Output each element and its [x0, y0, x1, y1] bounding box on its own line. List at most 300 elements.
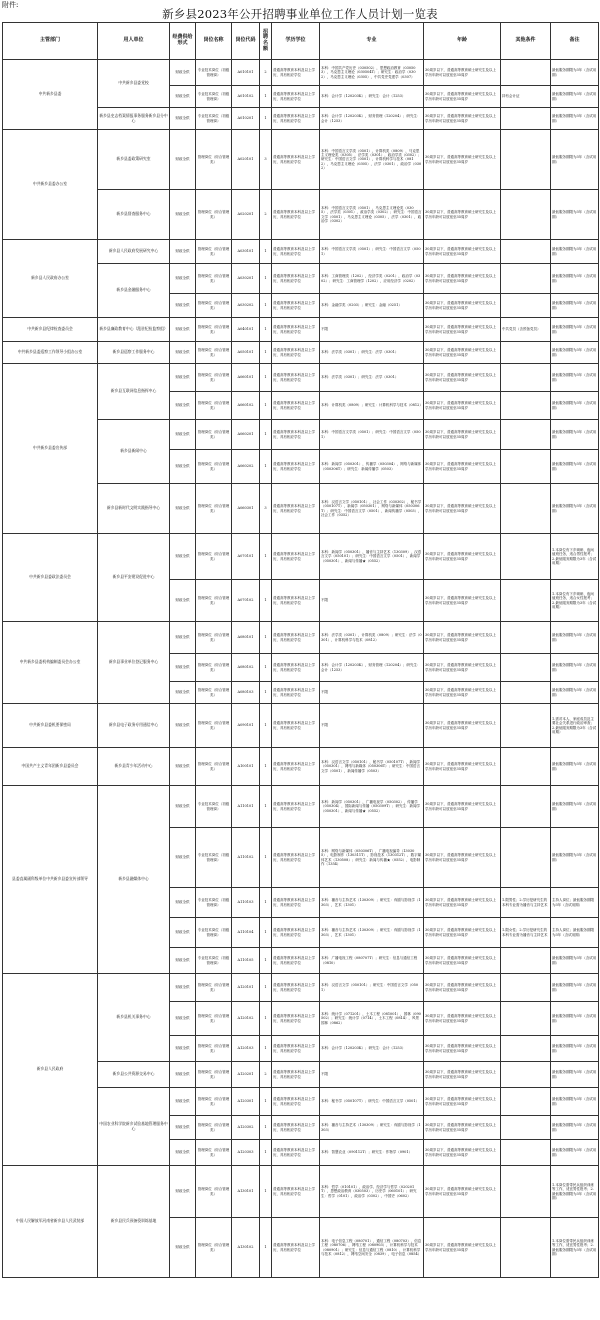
remarks-cell: 最低服务期限为3年（含试用期）: [551, 1088, 599, 1116]
major-cell: 本科：新闻学（050301），播音与主持艺术（130309），汉语言文学（050101）；研究生：中国语言文学（0501），新闻学（050301），新闻与传播★（0552）: [320, 534, 424, 580]
table-row: [3, 318, 599, 342]
funding-cell: 财政全供: [170, 392, 196, 420]
position-code-cell: A080101: [232, 622, 260, 654]
funding-cell: 财政全供: [170, 60, 196, 86]
age-cell: 30周岁以下，普通高等教育硕士研究生及以上学历年龄可以放宽至35周岁: [424, 654, 501, 682]
position-name-cell: 管理岗位（综合管理类）: [196, 1116, 232, 1140]
education-cell: 普通高等教育本科及以上学历，具有相应学位: [272, 264, 320, 294]
position-name-cell: 管理岗位（综合管理类）: [196, 450, 232, 484]
position-name-cell: 管理岗位（综合管理类）: [196, 1036, 232, 1062]
employer-cell: 新乡县廉政教育中心（派驻纪检监察组）: [98, 318, 170, 342]
table-row: [3, 974, 599, 1002]
major-cell: 不限: [320, 580, 424, 622]
position-name-cell: 管理岗位（综合管理类）: [196, 534, 232, 580]
department-cell: 中共新乡县委机构编制委员会办公室: [3, 622, 98, 704]
education-cell: 普通高等教育本科及以上学历，具有相应学位: [272, 948, 320, 974]
remarks-cell: 最低服务期限为3年（含试用期）: [551, 190, 599, 240]
funding-cell: 财政全供: [170, 484, 196, 534]
other-conditions-cell: [501, 948, 551, 974]
department-cell: 中共新乡县委政法委员会: [3, 534, 98, 622]
quota-cell: 2: [260, 60, 272, 86]
major-cell: 本科：中国语言文学类（0501）；研究生：中国语言文学（0501）: [320, 420, 424, 450]
remarks-cell: 最低服务期限为3年（含试用期）: [551, 420, 599, 450]
other-conditions-cell: 中共党员（含预备党员）: [501, 318, 551, 342]
position-code-cell: A100101: [232, 748, 260, 786]
remarks-cell: 最低服务期限为3年（含试用期）: [551, 622, 599, 654]
major-cell: 本科：法学类（0301）；研究生：法学（0301）: [320, 342, 424, 364]
remarks-cell: 最低服务期限为3年（含试用期）: [551, 786, 599, 828]
other-conditions-cell: [501, 294, 551, 318]
table-row: [3, 60, 599, 86]
quota-cell: 1: [260, 294, 272, 318]
age-cell: 30周岁以下，普通高等教育硕士研究生及以上学历年龄可以放宽至35周岁: [424, 240, 501, 264]
age-cell: 30周岁以下，普通高等教育硕士研究生及以上学历年龄可以放宽至35周岁: [424, 450, 501, 484]
quota-cell: 1: [260, 240, 272, 264]
remarks-cell: 最低服务期限为3年（含试用期）: [551, 392, 599, 420]
table-row: [3, 364, 599, 392]
header-quota: 招聘名额: [260, 23, 272, 60]
education-cell: 普通高等教育本科及以上学历，具有相应学位: [272, 86, 320, 108]
position-code-cell: A010102: [232, 86, 260, 108]
remarks-cell: 最低服务期限为3年（含试用期）: [551, 86, 599, 108]
education-cell: 普通高等教育本科及以上学历，具有相应学位: [272, 240, 320, 264]
major-cell: 本科：会计学（120203K）；研究生：会计（1253）: [320, 1036, 424, 1062]
header-position-code: 岗位代码: [232, 23, 260, 60]
position-code-cell: A110105: [232, 948, 260, 974]
education-cell: 普通高等教育本科及以上学历，具有相应学位: [272, 682, 320, 704]
position-code-cell: A110104: [232, 918, 260, 948]
funding-cell: 财政全供: [170, 1062, 196, 1088]
position-code-cell: A060201: [232, 420, 260, 450]
major-cell: 本科：会计学（120203K）；研究生：会计（1253）: [320, 86, 424, 108]
position-name-cell: 管理岗位（综合管理类）: [196, 622, 232, 654]
age-cell: 30周岁以下，普通高等教育硕士研究生及以上学历年龄可以放宽至35周岁: [424, 294, 501, 318]
education-cell: 普通高等教育本科及以上学历，具有相应学位: [272, 1140, 320, 1166]
department-cell: 新乡县人民政府: [3, 974, 98, 1166]
table-row: [3, 240, 599, 264]
position-code-cell: A120101: [232, 974, 260, 1002]
age-cell: 30周岁以下，普通高等教育硕士研究生及以上学历年龄可以放宽至35周岁: [424, 704, 501, 748]
other-conditions-cell: [501, 342, 551, 364]
funding-cell: 财政全供: [170, 682, 196, 704]
remarks-cell: 最低服务期限为3年（含试用期）: [551, 948, 599, 974]
major-cell: 本科：秘书学（050107T）；研究生：中国语言文学（0501）: [320, 1088, 424, 1116]
quota-cell: 1: [260, 108, 272, 130]
table-row: [3, 786, 599, 828]
major-cell: 本科：新闻学（050301），传播学（050304），网络与新媒体（050306T）；研究生：新闻传播学（0503）: [320, 450, 424, 484]
major-cell: 本科：法学类（0301），计算机类（0809）；研究生：法学（0301），计算机科学与技术（0812）: [320, 622, 424, 654]
funding-cell: 财政全供: [170, 294, 196, 318]
education-cell: 普通高等教育本科及以上学历，具有相应学位: [272, 580, 320, 622]
employer-cell: 新乡县督查服务中心: [98, 190, 170, 240]
other-conditions-cell: [501, 704, 551, 748]
other-conditions-cell: [501, 786, 551, 828]
other-conditions-cell: 1.限男性；2.学历是研究生的本科专业需为播音与主持艺术: [501, 888, 551, 918]
other-conditions-cell: [501, 484, 551, 534]
remarks-cell: 最低服务期限为3年（含试用期）: [551, 108, 599, 130]
quota-cell: 1: [260, 1116, 272, 1140]
quota-cell: 1: [260, 420, 272, 450]
quota-cell: 1: [260, 318, 272, 342]
quota-cell: 1: [260, 1166, 272, 1218]
department-cell: 中国共产主义青年团新乡县委员会: [3, 748, 98, 786]
education-cell: 普通高等教育本科及以上学历，具有相应学位: [272, 786, 320, 828]
employer-cell: 新乡县机关事务中心: [98, 974, 170, 1062]
major-cell: 不限: [320, 318, 424, 342]
education-cell: 普通高等教育本科及以上学历，具有相应学位: [272, 622, 320, 654]
page-title: 新乡县2023年公开招聘事业单位工作人员计划一览表: [162, 7, 438, 21]
position-name-cell: 管理岗位（综合管理类）: [196, 654, 232, 682]
major-cell: 本科：新闻学（050301），广播电视学（050302），传播学（050304），国际新闻与传播（050309T）；研究生：新闻学（050301），新闻与传播★（0552）: [320, 786, 424, 828]
employer-cell: 新乡县史志档案情报事务服务新乡县分中心: [98, 108, 170, 130]
age-cell: 30周岁以下，普通高等教育硕士研究生及以上学历年龄可以放宽至35周岁: [424, 622, 501, 654]
major-cell: 本科：汉语言文学（050101）；研究生：中国语言文学（0501）: [320, 974, 424, 1002]
education-cell: 普通高等教育本科及以上学历，具有相应学位: [272, 60, 320, 86]
funding-cell: 财政全供: [170, 704, 196, 748]
other-conditions-cell: [501, 1140, 551, 1166]
education-cell: 普通高等教育本科及以上学历，具有相应学位: [272, 108, 320, 130]
remarks-cell: 最低服务期限为3年（含试用期）: [551, 60, 599, 86]
position-code-cell: A080102: [232, 654, 260, 682]
education-cell: 普通高等教育本科及以上学历，具有相应学位: [272, 318, 320, 342]
other-conditions-cell: [501, 450, 551, 484]
education-cell: 普通高等教育本科及以上学历，具有相应学位: [272, 704, 320, 748]
position-code-cell: A110102: [232, 828, 260, 888]
education-cell: 普通高等教育本科及以上学历，具有相应学位: [272, 420, 320, 450]
quota-cell: 1: [260, 392, 272, 420]
position-name-cell: 专业技术岗位（初级管理岗）: [196, 108, 232, 130]
other-conditions-cell: [501, 1088, 551, 1116]
table-row: [3, 748, 599, 786]
quota-cell: 1: [260, 534, 272, 580]
age-cell: 30周岁以下，普通高等教育硕士研究生及以上学历年龄可以放宽至35周岁: [424, 948, 501, 974]
remarks-cell: 1.本岗位需带民兵组织训练等工作，适宜男性报考；2.最低服务期限为3年（含试用期）: [551, 1218, 599, 1278]
header-remarks: 备注: [551, 23, 599, 60]
header-employer: 用人单位: [98, 23, 170, 60]
funding-cell: 财政全供: [170, 828, 196, 888]
education-cell: 普通高等教育本科及以上学历，具有相应学位: [272, 828, 320, 888]
other-conditions-cell: [501, 974, 551, 1002]
quota-cell: 1: [260, 1036, 272, 1062]
position-code-cell: A120102: [232, 1002, 260, 1036]
major-cell: 本科：网络与新媒体（050306T），广播电视编导（130305），电影制作（130311T），影视技术（130312T），数字媒体艺术（130508）；研究生：新闻与传播★（0552），电影制作（1354）: [320, 828, 424, 888]
position-code-cell: A120302: [232, 1116, 260, 1140]
education-cell: 普通高等教育本科及以上学历，具有相应学位: [272, 450, 320, 484]
department-cell: 中共新乡县委: [3, 60, 98, 130]
quota-cell: 1: [260, 264, 272, 294]
position-code-cell: A010101: [232, 60, 260, 86]
major-cell: 本科：汉语言文学（050101），社会工作（030302），秘书学（050107T），新闻学（050301），网络与新媒体（050306T）；研究生：中国语言文学（0501），新闻传播学（0503），社会工作（0352）: [320, 484, 424, 534]
major-cell: 本科：汉语言文学（050101），秘书学（050107T），新闻学（050301），网络与新媒体（050306T）；研究生：中国语言文学（0501），新闻传播学（0503）: [320, 748, 424, 786]
funding-cell: 财政全供: [170, 1218, 196, 1278]
quota-cell: 1: [260, 828, 272, 888]
education-cell: 普通高等教育本科及以上学历，具有相应学位: [272, 364, 320, 392]
position-name-cell: 专业技术岗位（初级管理岗）: [196, 948, 232, 974]
funding-cell: 财政全供: [170, 974, 196, 1002]
table-row: [3, 622, 599, 654]
funding-cell: 财政全供: [170, 264, 196, 294]
age-cell: 30周岁以下，普通高等教育硕士研究生及以上学历年龄可以放宽至35周岁: [424, 318, 501, 342]
employer-cell: 新乡县人民政府发展研究中心: [98, 240, 170, 264]
employer-cell: 新乡县委政策研究室: [98, 130, 170, 190]
funding-cell: 财政全供: [170, 190, 196, 240]
position-name-cell: 管理岗位（综合管理类）: [196, 974, 232, 1002]
funding-cell: 财政全供: [170, 786, 196, 828]
age-cell: 30周岁以下，普通高等教育硕士研究生及以上学历年龄可以放宽至35周岁: [424, 130, 501, 190]
funding-cell: 财政全供: [170, 748, 196, 786]
major-cell: 本科：统计学（071201），土木工程（081001），园林（090502）；研究生：统计学（0714），土木工程（0814），风景园林（0862）: [320, 1002, 424, 1036]
position-name-cell: 管理岗位（综合管理类）: [196, 294, 232, 318]
education-cell: 普通高等教育本科及以上学历，具有相应学位: [272, 748, 320, 786]
other-conditions-cell: [501, 1166, 551, 1218]
remarks-cell: 最低服务期限为3年（含试用期）: [551, 682, 599, 704]
major-cell: 本科：会计学（120203K），财务管理（120204）；研究生：会计（1253）: [320, 108, 424, 130]
age-cell: 30周岁以下，普通高等教育硕士研究生及以上学历年龄可以放宽至35周岁: [424, 1140, 501, 1166]
remarks-cell: 最低服务期限为3年（含试用期）: [551, 130, 599, 190]
funding-cell: 财政全供: [170, 1116, 196, 1140]
position-name-cell: 管理岗位（综合管理类）: [196, 484, 232, 534]
funding-cell: 财政全供: [170, 240, 196, 264]
funding-cell: 财政全供: [170, 342, 196, 364]
major-cell: 不限: [320, 704, 424, 748]
education-cell: 普通高等教育本科及以上学历，具有相应学位: [272, 342, 320, 364]
employer-cell: 新乡县公共资源交易中心: [98, 1062, 170, 1088]
remarks-cell: 最低服务期限为3年（含试用期）: [551, 974, 599, 1002]
age-cell: 30周岁以下，普通高等教育硕士研究生及以上学历年龄可以放宽至35周岁: [424, 108, 501, 130]
other-conditions-cell: [501, 190, 551, 240]
age-cell: 30周岁以下，普通高等教育硕士研究生及以上学历年龄可以放宽至35周岁: [424, 1062, 501, 1088]
position-code-cell: A090101: [232, 704, 260, 748]
education-cell: 普通高等教育本科及以上学历，具有相应学位: [272, 1166, 320, 1218]
other-conditions-cell: [501, 580, 551, 622]
remarks-cell: 最低服务期限为3年（含试用期）: [551, 240, 599, 264]
position-code-cell: A080103: [232, 682, 260, 704]
funding-cell: 财政全供: [170, 948, 196, 974]
other-conditions-cell: [501, 654, 551, 682]
remarks-cell: 1.需对本人、家庭成员及主要社会关系进行政治审查；2.最低服务期限为3年（含试用期）: [551, 704, 599, 748]
remarks-cell: 最低服务期限为3年（含试用期）: [551, 748, 599, 786]
age-cell: 30周岁以下，普通高等教育硕士研究生及以上学历年龄可以放宽至35周岁: [424, 264, 501, 294]
quota-cell: 2: [260, 1062, 272, 1088]
position-name-cell: 管理岗位（综合管理类）: [196, 682, 232, 704]
major-cell: 本科：中国语言文学类（0501），计算机类（0809），马克思主义理论类（0305），法学类（0301），政治学类（0302）；研究生：中国语言文学（0501），计算机科学与技术（0812），马克思主义理论（0305），法学（0301），政治学（0302）: [320, 130, 424, 190]
funding-cell: 财政全供: [170, 1140, 196, 1166]
remarks-cell: 主持人岗位；最低服务期限为3年（含试用期）: [551, 888, 599, 918]
education-cell: 普通高等教育本科及以上学历，具有相应学位: [272, 888, 320, 918]
remarks-cell: 最低服务期限为3年（含试用期）: [551, 318, 599, 342]
remarks-cell: 最低服务期限为3年（含试用期）: [551, 1002, 599, 1036]
employer-cell: 新乡县平安建设促进中心: [98, 534, 170, 622]
funding-cell: 财政全供: [170, 580, 196, 622]
position-name-cell: 管理岗位（综合管理类）: [196, 392, 232, 420]
age-cell: 30周岁以下，普通高等教育硕士研究生及以上学历年龄可以放宽至35周岁: [424, 888, 501, 918]
education-cell: 普通高等教育本科及以上学历，具有相应学位: [272, 130, 320, 190]
position-code-cell: A020101: [232, 130, 260, 190]
position-name-cell: 专业技术岗位（初级管理岗）: [196, 86, 232, 108]
position-name-cell: 专业技术岗位（初级管理岗）: [196, 888, 232, 918]
quota-cell: 1: [260, 888, 272, 918]
major-cell: 本科：智慧农业（090112T）；研究生：作物学（0901）: [320, 1140, 424, 1166]
other-conditions-cell: [501, 240, 551, 264]
funding-cell: 财政全供: [170, 364, 196, 392]
position-name-cell: 管理岗位（综合管理类）: [196, 364, 232, 392]
header-education: 学历学位: [272, 23, 320, 60]
remarks-cell: 1.本岗位需带民兵组织训练等工作，适宜男性报考；2.最低服务期限为3年（含试用期）: [551, 1166, 599, 1218]
position-name-cell: 管理岗位（综合管理类）: [196, 240, 232, 264]
education-cell: 普通高等教育本科及以上学历，具有相应学位: [272, 974, 320, 1002]
age-cell: 30周岁以下，普通高等教育硕士研究生及以上学历年龄可以放宽至35周岁: [424, 86, 501, 108]
quota-cell: 1: [260, 342, 272, 364]
remarks-cell: 1.本岗位有下乡调研、夜间值班任务，适合女性报考；2.最低服务期限为3年（含试用期）: [551, 580, 599, 622]
department-cell: 中共新乡县委巡察工作领导小组办公室: [3, 342, 98, 364]
major-cell: 本科：电子信息工程（080701），通信工程（080703），信息工程（080706），网络工程（080903），计算机科学与技术（080901）；研究生：信息与通信工程（0810），计算机科学与技术（0812），网络空间安全（0839），电子信息（0854）: [320, 1218, 424, 1278]
age-cell: 30周岁以下，普通高等教育硕士研究生及以上学历年龄可以放宽至35周岁: [424, 828, 501, 888]
quota-cell: 1: [260, 622, 272, 654]
age-cell: 30周岁以下，普通高等教育硕士研究生及以上学历年龄可以放宽至35周岁: [424, 682, 501, 704]
funding-cell: 财政全供: [170, 622, 196, 654]
position-name-cell: 管理岗位（综合管理类）: [196, 318, 232, 342]
age-cell: 30周岁以下，普通高等教育硕士研究生及以上学历年龄可以放宽至35周岁: [424, 1116, 501, 1140]
other-conditions-cell: [501, 748, 551, 786]
position-name-cell: 管理岗位（综合管理类）: [196, 1002, 232, 1036]
recruitment-plan-table: [2, 22, 598, 1278]
age-cell: 30周岁以下，普通高等教育硕士研究生及以上学历年龄可以放宽至35周岁: [424, 1002, 501, 1036]
age-cell: 30周岁以下，普通高等教育硕士研究生及以上学历年龄可以放宽至35周岁: [424, 974, 501, 1002]
funding-cell: 财政全供: [170, 1002, 196, 1036]
funding-cell: 财政全供: [170, 1036, 196, 1062]
education-cell: 普通高等教育本科及以上学历，具有相应学位: [272, 392, 320, 420]
position-code-cell: A130102: [232, 1218, 260, 1278]
other-conditions-cell: [501, 364, 551, 392]
age-cell: 30周岁以下，普通高等教育硕士研究生及以上学历年龄可以放宽至35周岁: [424, 1088, 501, 1116]
funding-cell: 财政全供: [170, 918, 196, 948]
education-cell: 普通高等教育本科及以上学历，具有相应学位: [272, 918, 320, 948]
major-cell: 本科：计算机类（0809）；研究生：计算机科学与技术（0812）: [320, 392, 424, 420]
major-cell: 不限: [320, 682, 424, 704]
education-cell: 普通高等教育本科及以上学历，具有相应学位: [272, 1116, 320, 1140]
education-cell: 普通高等教育本科及以上学历，具有相应学位: [272, 654, 320, 682]
quota-cell: 1: [260, 1002, 272, 1036]
position-name-cell: 管理岗位（综合管理类）: [196, 1218, 232, 1278]
position-code-cell: A010201: [232, 108, 260, 130]
age-cell: 30周岁以下，普通高等教育硕士研究生及以上学历年龄可以放宽至35周岁: [424, 748, 501, 786]
funding-cell: 财政全供: [170, 1166, 196, 1218]
position-name-cell: 管理岗位（综合管理类）: [196, 1140, 232, 1166]
major-cell: 不限: [320, 1062, 424, 1088]
age-cell: 30周岁以下，普通高等教育硕士研究生及以上学历年龄可以放宽至35周岁: [424, 534, 501, 580]
quota-cell: 1: [260, 918, 272, 948]
age-cell: 30周岁以下，普通高等教育硕士研究生及以上学历年龄可以放宽至35周岁: [424, 342, 501, 364]
other-conditions-cell: [501, 420, 551, 450]
position-code-cell: A050101: [232, 342, 260, 364]
age-cell: 30周岁以下，普通高等教育硕士研究生及以上学历年龄可以放宽至35周岁: [424, 420, 501, 450]
major-cell: 本科：中国语言文学类（0501）；研究生：中国语言文学（0501）: [320, 240, 424, 264]
position-name-cell: 管理岗位（综合管理类）: [196, 190, 232, 240]
position-code-cell: A040101: [232, 318, 260, 342]
position-name-cell: 管理岗位（综合管理类）: [196, 1088, 232, 1116]
employer-cell: 新乡县事业单位登记服务中心: [98, 622, 170, 704]
remarks-cell: 最低服务期限为3年（含试用期）: [551, 342, 599, 364]
major-cell: 本科：播音与主持艺术（130309）；研究生：戏剧与影视学（1303），艺术（1301）: [320, 888, 424, 918]
major-cell: 本科：法学类（0301）；研究生：法学（0301）: [320, 364, 424, 392]
position-code-cell: A060202: [232, 450, 260, 484]
remarks-cell: 最低服务期限为3年（含试用期）: [551, 1140, 599, 1166]
education-cell: 普通高等教育本科及以上学历，具有相应学位: [272, 1088, 320, 1116]
header-department: 主管部门: [3, 23, 98, 60]
department-cell: 新乡县人民政府办公室: [3, 240, 98, 318]
position-name-cell: 专业技术岗位（初级管理岗）: [196, 60, 232, 86]
table-row: [3, 130, 599, 190]
other-conditions-cell: [501, 130, 551, 190]
header-position-name: 岗位名称: [196, 23, 232, 60]
other-conditions-cell: [501, 534, 551, 580]
funding-cell: 财政全供: [170, 86, 196, 108]
employer-cell: 中共新乡县委党校: [98, 60, 170, 108]
position-code-cell: A030101: [232, 240, 260, 264]
position-name-cell: 管理岗位（综合管理类）: [196, 264, 232, 294]
quota-cell: 1: [260, 1140, 272, 1166]
education-cell: 普通高等教育本科及以上学历，具有相应学位: [272, 534, 320, 580]
other-conditions-cell: [501, 60, 551, 86]
position-name-cell: 专业技术岗位（初级管理岗）: [196, 786, 232, 828]
quota-cell: 1: [260, 682, 272, 704]
age-cell: 30周岁以下，普通高等教育硕士研究生及以上学历年龄可以放宽至35周岁: [424, 1036, 501, 1062]
header-major: 专业: [320, 23, 424, 60]
education-cell: 普通高等教育本科及以上学历，具有相应学位: [272, 190, 320, 240]
other-conditions-cell: [501, 392, 551, 420]
quota-cell: 1: [260, 974, 272, 1002]
header-funding: 经费供给形式: [170, 23, 196, 60]
quota-cell: 1: [260, 786, 272, 828]
major-cell: 本科：播音与主持艺术（130309）；研究生：戏剧与影视学（1303），艺术（1301）: [320, 918, 424, 948]
table-body: [3, 60, 599, 1278]
position-name-cell: 管理岗位（综合管理类）: [196, 580, 232, 622]
employer-cell: 新乡县巡察工作服务中心: [98, 342, 170, 364]
employer-cell: 新乡县新时代文明实践指导中心: [98, 484, 170, 534]
age-cell: 30周岁以下，普通高等教育硕士研究生及以上学历年龄可以放宽至35周岁: [424, 918, 501, 948]
funding-cell: 财政全供: [170, 654, 196, 682]
position-name-cell: 管理岗位（综合管理类）: [196, 342, 232, 364]
other-conditions-cell: [501, 1062, 551, 1088]
remarks-cell: 最低服务期限为3年（含试用期）: [551, 828, 599, 888]
education-cell: 普通高等教育本科及以上学历，具有相应学位: [272, 1036, 320, 1062]
remarks-cell: 最低服务期限为3年（含试用期）: [551, 294, 599, 318]
other-conditions-cell: [501, 1036, 551, 1062]
position-code-cell: A030201: [232, 264, 260, 294]
employer-cell: 新乡县电子政务专用通信中心: [98, 704, 170, 748]
employer-cell: 新乡县融媒体中心: [98, 786, 170, 974]
quota-cell: 1: [260, 948, 272, 974]
funding-cell: 财政全供: [170, 130, 196, 190]
employer-cell: 中国农业科学院新乡试验基地管理服务中心: [98, 1088, 170, 1166]
position-code-cell: A110103: [232, 888, 260, 918]
position-code-cell: A070101: [232, 534, 260, 580]
position-name-cell: 管理岗位（综合管理类）: [196, 748, 232, 786]
age-cell: 30周岁以下，普通高等教育硕士研究生及以上学历年龄可以放宽至35周岁: [424, 1218, 501, 1278]
quota-cell: 3: [260, 130, 272, 190]
remarks-cell: 最低服务期限为3年（含试用期）: [551, 1036, 599, 1062]
major-cell: 本科：哲学（010101），政治学、经济学与哲学（020201T），思想政治教育（030503），历史学（060101）；研究生：哲学（0101），政治学（0302），中国史（0602）: [320, 1166, 424, 1218]
remarks-cell: 最低服务期限为3年（含试用期）: [551, 450, 599, 484]
quota-cell: 2: [260, 190, 272, 240]
age-cell: 30周岁以下，普通高等教育硕士研究生及以上学历年龄可以放宽至35周岁: [424, 60, 501, 86]
funding-cell: 财政全供: [170, 1088, 196, 1116]
position-name-cell: 专业技术岗位（初级管理岗）: [196, 918, 232, 948]
employer-cell: 新乡县新闻中心: [98, 420, 170, 484]
funding-cell: 财政全供: [170, 318, 196, 342]
quota-cell: 3: [260, 484, 272, 534]
position-code-cell: A030202: [232, 294, 260, 318]
